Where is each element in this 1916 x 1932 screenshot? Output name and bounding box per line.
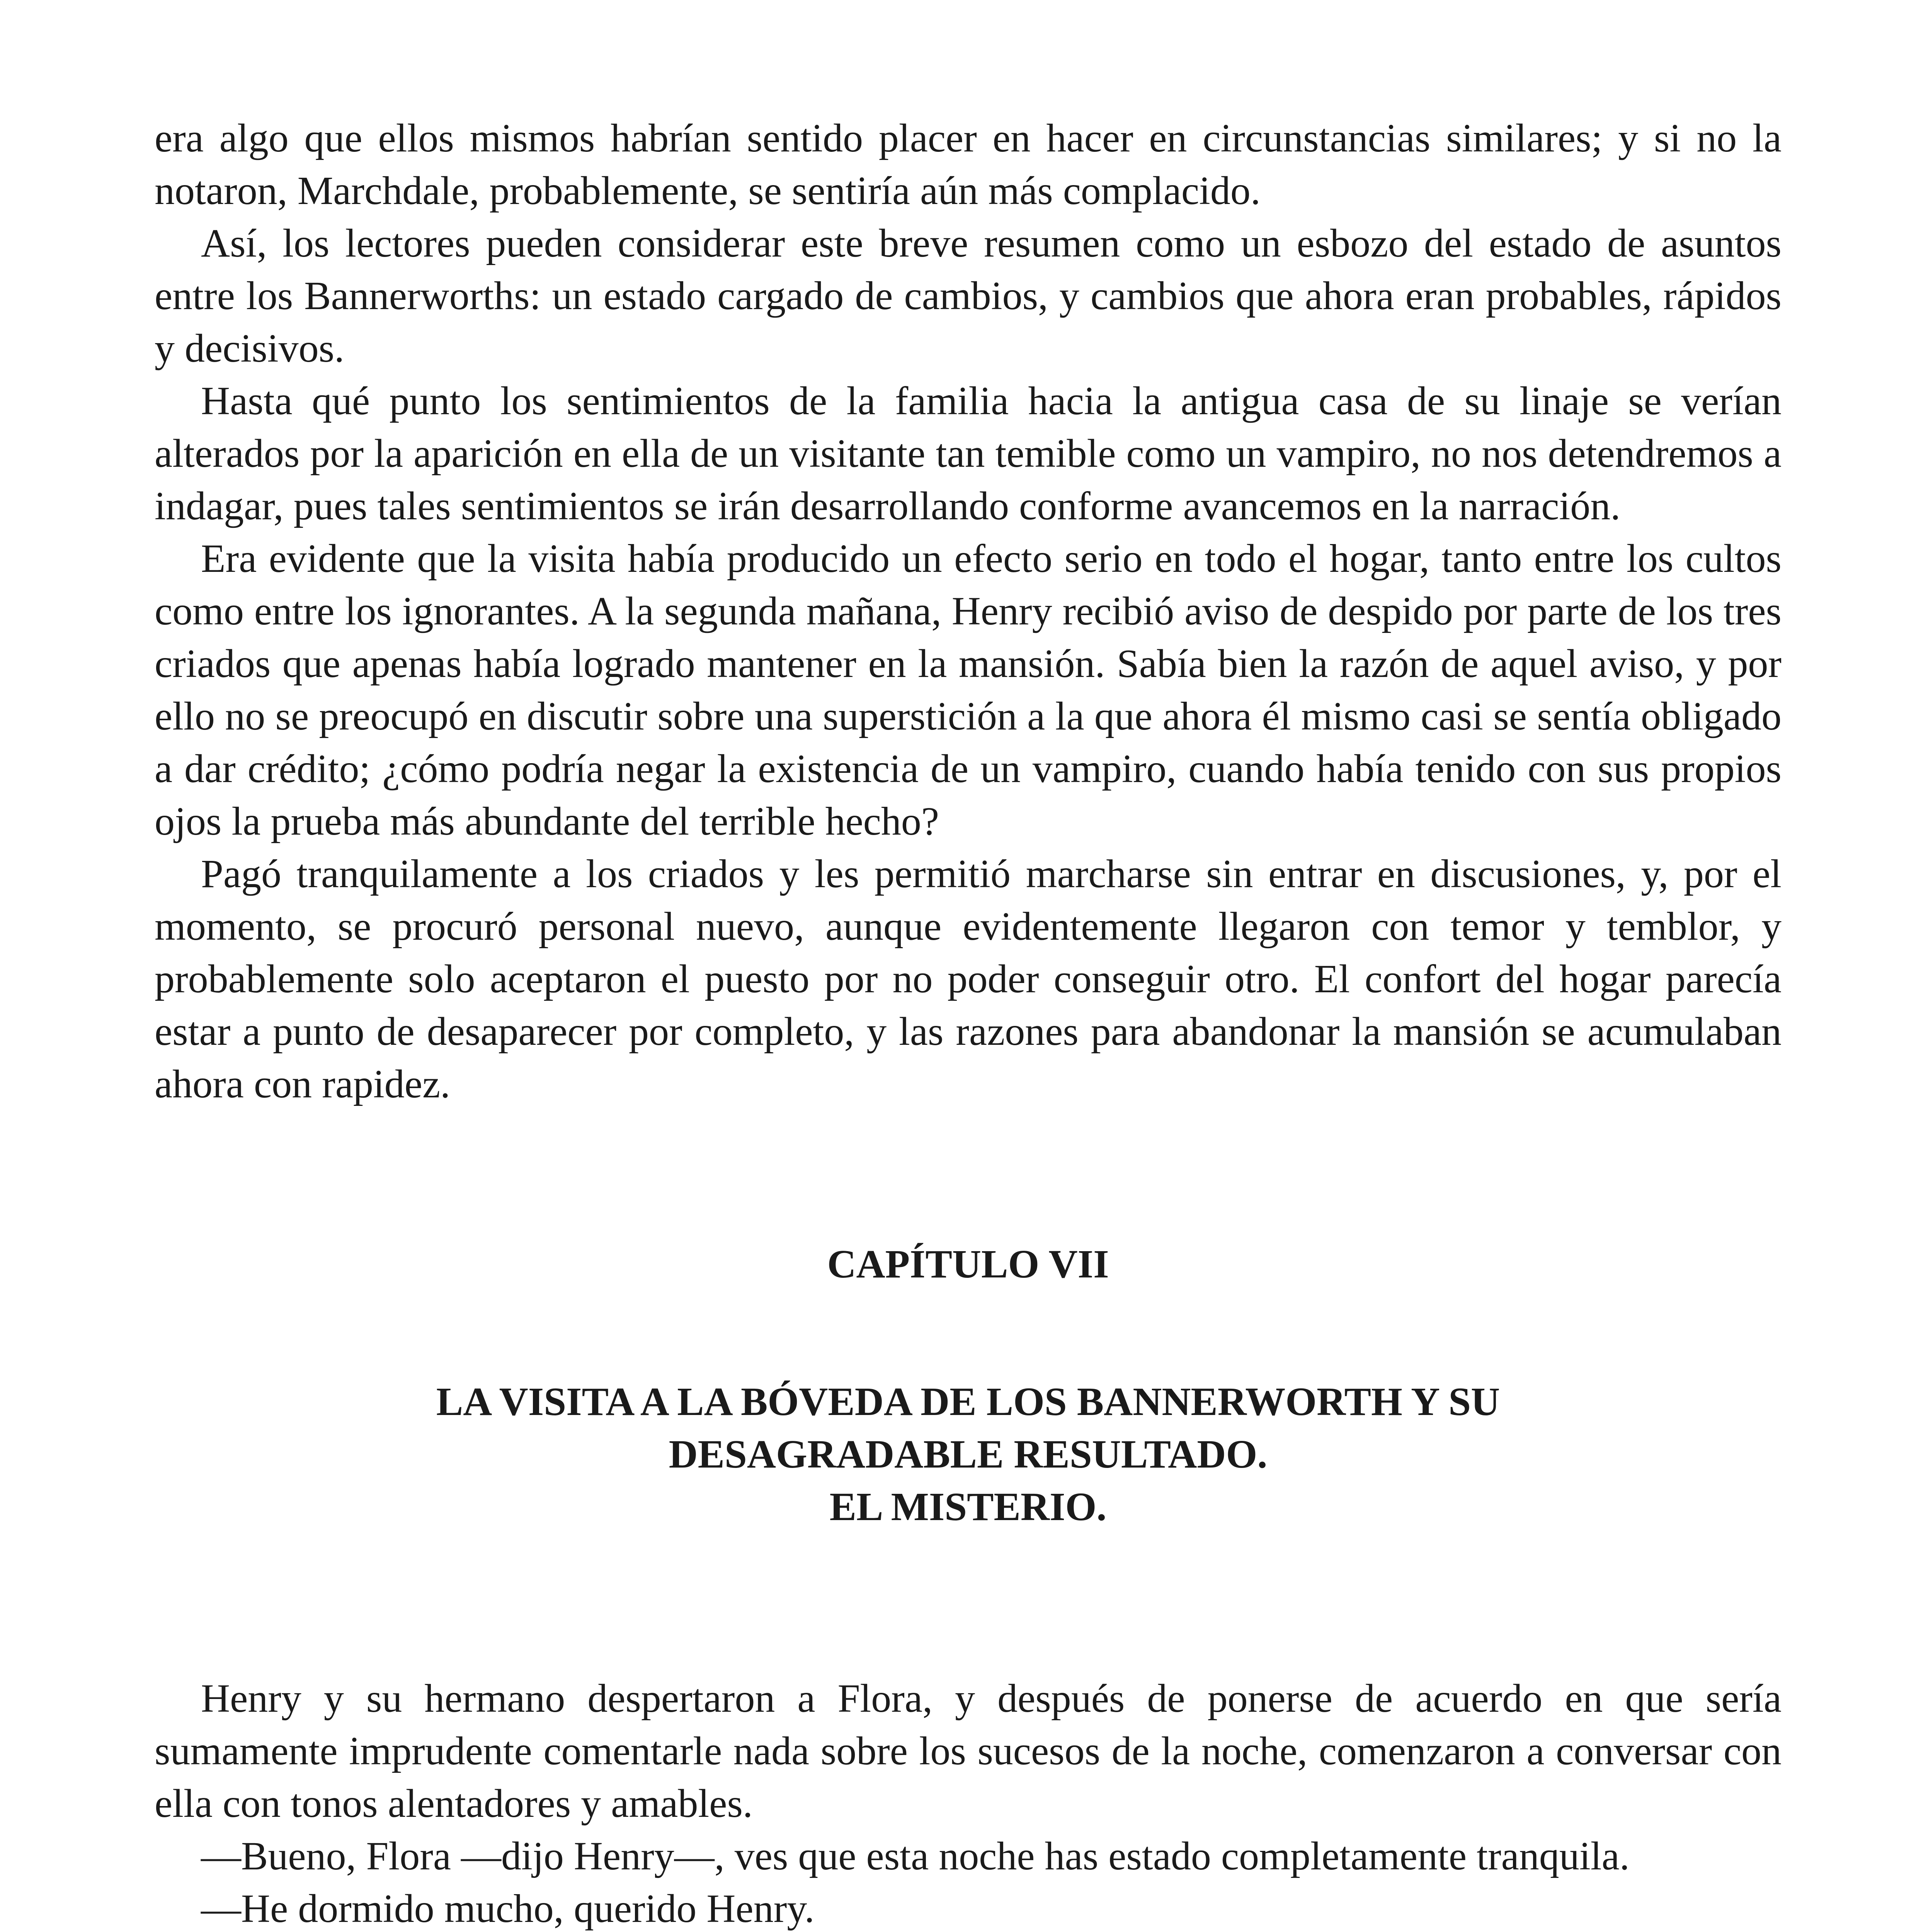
opening-section	[155, 112, 1782, 1111]
paragraph: Era evidente que la visita había producido un efecto serio en todo el hogar, tanto entre los cultos como entre los ignorantes. A la segunda mañana, Henry recibió aviso de despido por parte de los tres criados que apenas había logrado mantener en la mansión. Sabía bien la razón de aquel aviso, y por ello no se preocupó en discutir sobre una superstición a la que ahora él mismo casi se sentía obligado a dar crédito; ¿cómo podría negar la existencia de un vampiro, cuando había tenido con sus propios ojos la prueba más abundante del terrible hecho?	[155, 536, 1782, 844]
dialogue-line: —Bueno, Flora —dijo Henry—, ves que esta noche has estado completamente tranquila.	[201, 1834, 1630, 1878]
paragraph: Así, los lectores pueden considerar este breve resumen como un esbozo del estado de asuntos entre los Bannerworths: un estado cargado de cambios, y cambios que ahora eran probables, rápidos y decisivos.	[155, 221, 1782, 371]
chapter-title-line: EL MISTERIO.	[829, 1485, 1107, 1529]
paragraph: Hasta qué punto los sentimientos de la familia hacia la antigua casa de su linaje se verían alterados por la aparición en ella de un visitante tan temible como un vampiro, no nos detendremos a indagar, pues tales sentimientos se irán desarrollando conforme avancemos en la narración.	[155, 379, 1782, 528]
dialogue-line: —He dormido mucho, querido Henry.	[201, 1886, 815, 1931]
chapter-title	[155, 1376, 1782, 1533]
chapter-title-line: LA VISITA A LA BÓVEDA DE LOS BANNERWORTH Y SU	[436, 1379, 1500, 1424]
chapter-number: CAPÍTULO VII	[827, 1242, 1109, 1286]
paragraph-continuation: era algo que ellos mismos habrían sentido placer en hacer en circunstancias similares; y si no la notaron, Marchdale, probablemente, se sentiría aún más complacido.	[155, 116, 1782, 213]
chapter-heading	[155, 1238, 1782, 1533]
chapter-title-line: DESAGRADABLE RESULTADO.	[669, 1432, 1268, 1476]
paragraph: Henry y su hermano despertaron a Flora, y después de ponerse de acuerdo en que sería sumamente imprudente comentarle nada sobre los sucesos de la noche, comenzaron a conversar con ella con tonos alentadores y amables.	[155, 1676, 1782, 1826]
paragraph: Pagó tranquilamente a los criados y les permitió marcharse sin entrar en discusiones, y, por el momento, se procuró personal nuevo, aunque evidentemente llegaron con temor y temblor, y probablemente solo aceptaron el puesto por no poder conseguir otro. El confort del hogar parecía estar a punto de desaparecer por completo, y las razones para abandonar la mansión se acumulaban ahora con rapidez.	[155, 852, 1782, 1106]
chapter-body	[155, 1672, 1782, 1932]
book-page	[155, 112, 1782, 1932]
